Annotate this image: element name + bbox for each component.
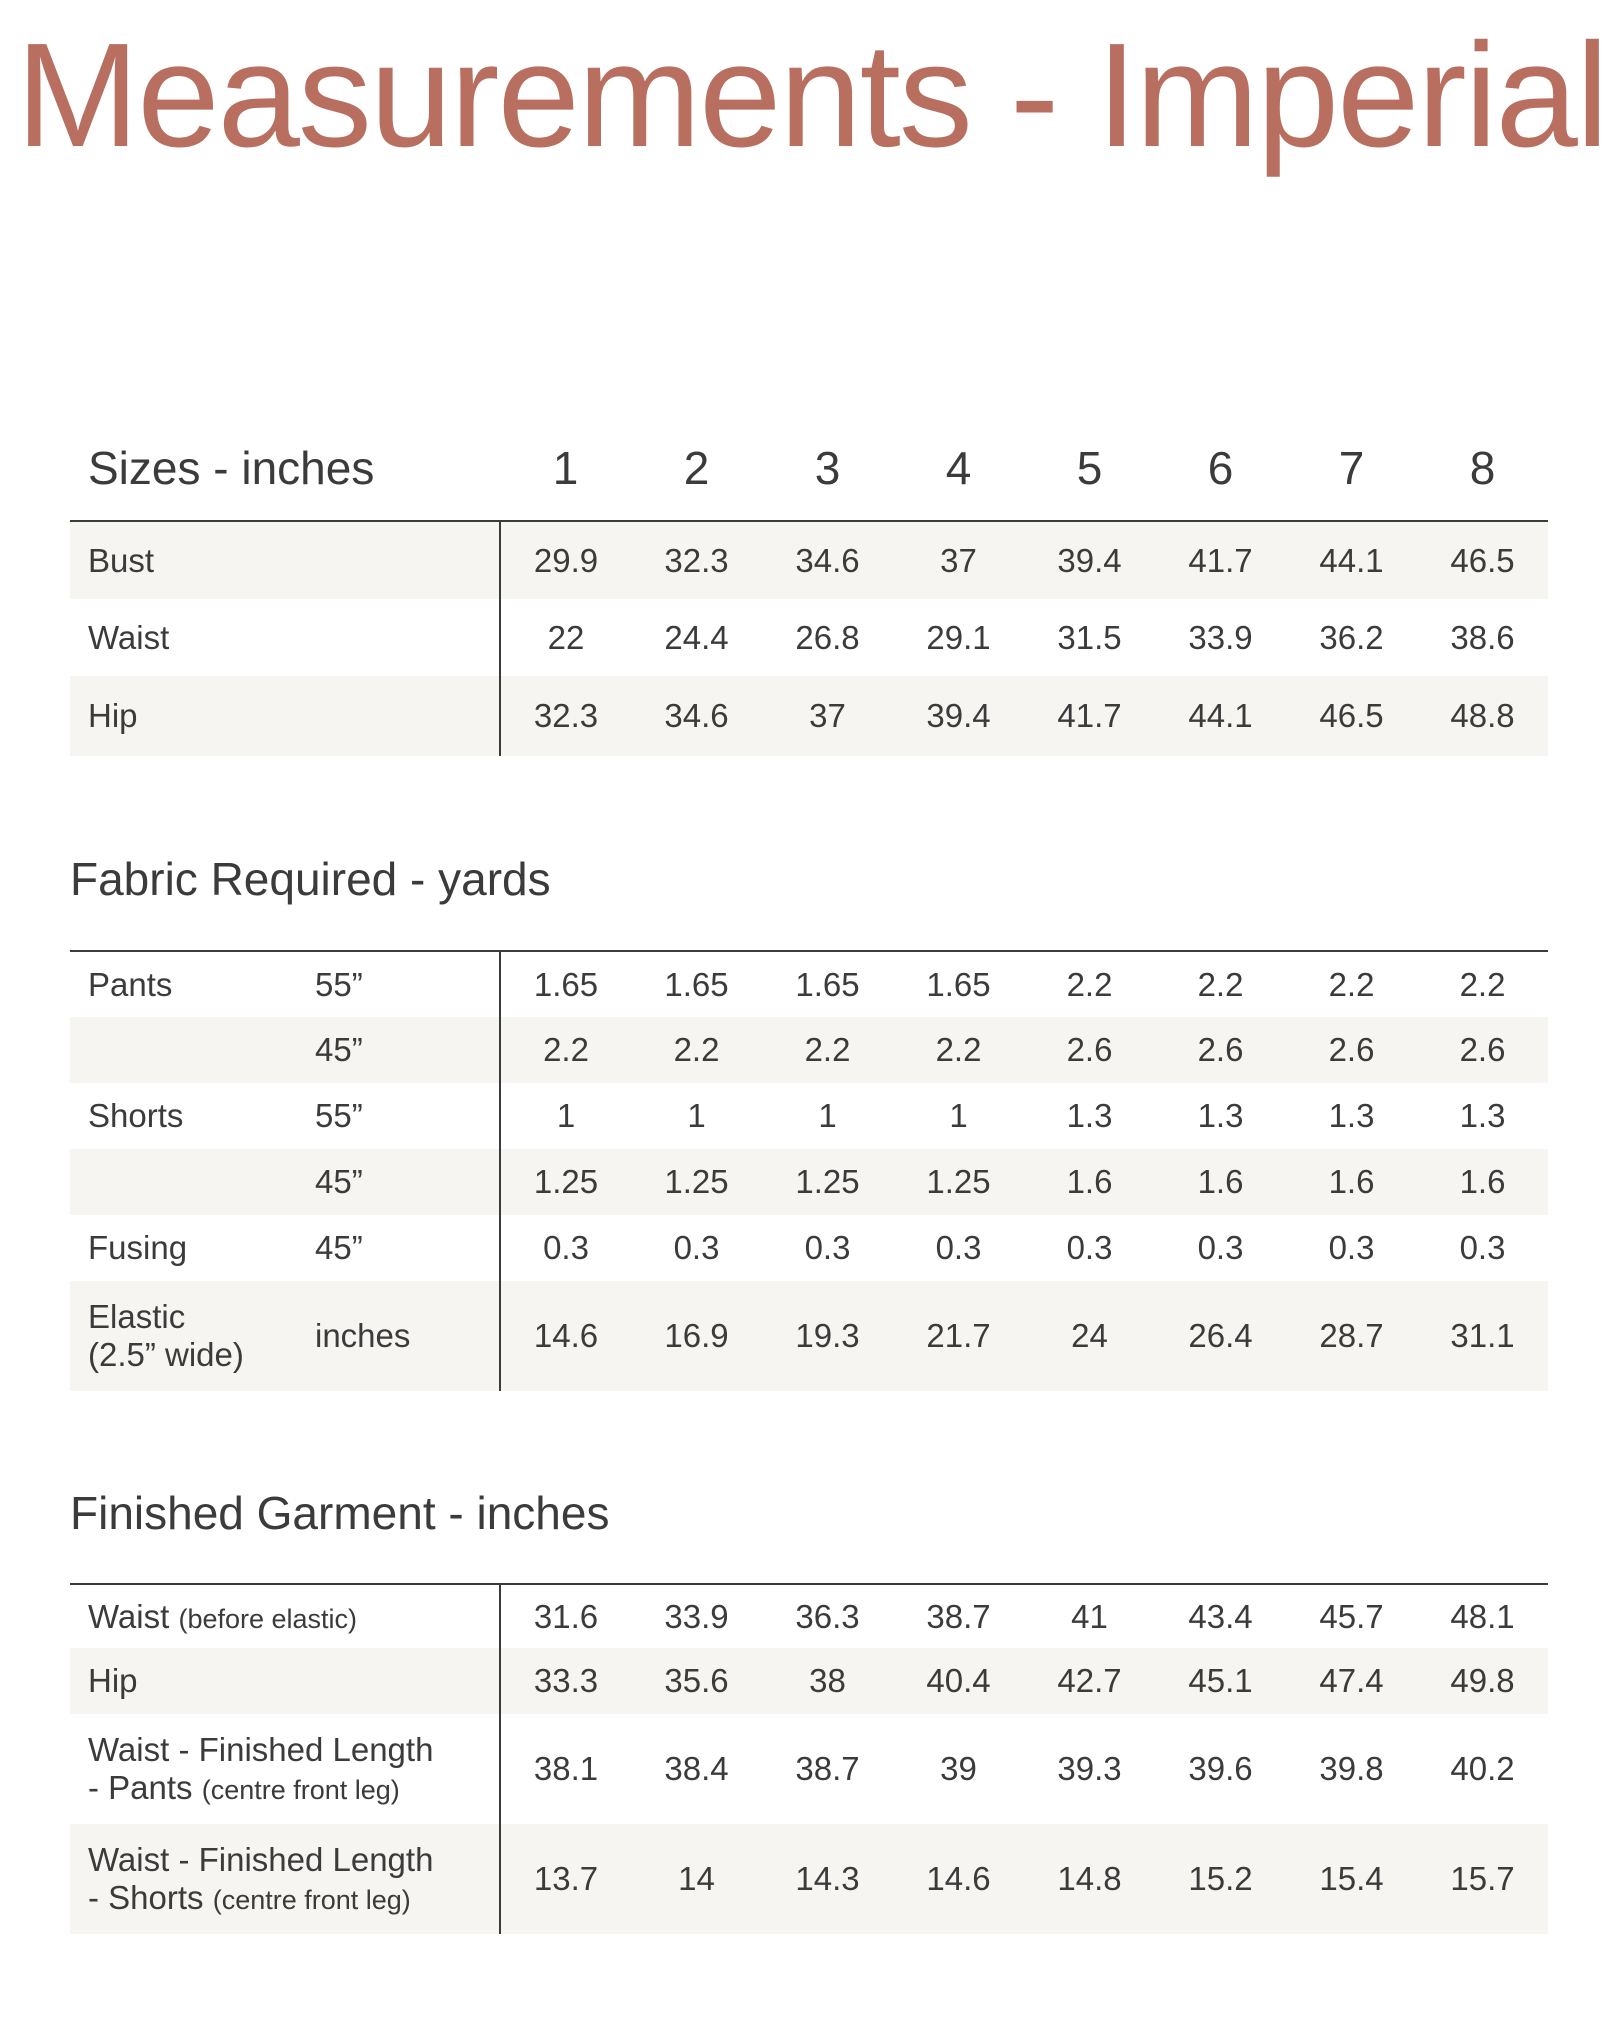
table-row-waist-before-elastic — [70, 1584, 1548, 1648]
table-cell: 33.9 — [1188, 618, 1253, 656]
table-cell: 22 — [547, 618, 585, 656]
table-row-waist — [70, 599, 1548, 676]
table-cell: 33.3 — [500, 1648, 631, 1714]
table-cell: 46.5 — [1286, 676, 1417, 756]
fabric-width: 45” — [315, 1215, 500, 1281]
table-cell: 15.7 — [1417, 1824, 1548, 1934]
size-8-header: 8 — [1469, 442, 1496, 494]
table-cell: 1.6 — [1286, 1149, 1417, 1215]
garment-section-heading: Finished Garment - inches — [70, 1487, 610, 1539]
table-cell: 1 — [556, 1097, 576, 1134]
table-cell: 48.1 — [1417, 1584, 1548, 1648]
table-cell: 41.7 — [1024, 676, 1155, 756]
table-cell: 1.3 — [1328, 1097, 1375, 1134]
table-cell: 32.3 — [631, 521, 762, 599]
table-cell: 1.3 — [1066, 1097, 1113, 1134]
size-4-header: 4 — [945, 442, 972, 494]
table-cell: 0.3 — [543, 1229, 589, 1266]
table-cell: 14.8 — [1024, 1824, 1155, 1934]
table-cell: 28.7 — [1286, 1281, 1417, 1391]
table-cell: 0.3 — [1459, 1229, 1506, 1266]
garment-table — [70, 1583, 1548, 1934]
row-label-line2: - Shorts — [88, 1879, 204, 1916]
table-row-elastic — [70, 1281, 1548, 1391]
table-cell: 2.6 — [1024, 1017, 1155, 1083]
size-5-header: 5 — [1076, 442, 1103, 494]
table-cell: 41.7 — [1155, 521, 1286, 599]
table-cell: 1.3 — [1197, 1097, 1244, 1134]
table-cell: 34.6 — [762, 521, 893, 599]
table-cell: 1.65 — [500, 951, 631, 1017]
table-cell: 1 — [818, 1097, 837, 1134]
size-3-header: 3 — [814, 442, 841, 494]
table-cell: 36.3 — [762, 1584, 893, 1648]
table-cell: 21.7 — [893, 1281, 1024, 1391]
table-cell: 2.2 — [1286, 951, 1417, 1017]
table-row-fusing — [70, 1215, 1548, 1281]
row-label-main: Waist — [88, 1597, 170, 1635]
table-cell: 38.1 — [533, 1750, 599, 1787]
table-cell: 31.1 — [1417, 1281, 1548, 1391]
row-label-line1: Elastic — [88, 1298, 186, 1335]
table-row-pants-45 — [70, 1017, 1548, 1083]
sizes-header-label: Sizes - inches — [88, 442, 375, 494]
row-label-note: (centre front leg) — [212, 1885, 411, 1915]
table-cell: 33.9 — [631, 1584, 762, 1648]
table-cell: 38.6 — [1450, 618, 1515, 656]
table-cell: 44.1 — [1286, 521, 1417, 599]
row-label-note: (before elastic) — [178, 1603, 358, 1634]
page-title: Measurements - Imperial — [16, 13, 1607, 178]
table-cell: 42.7 — [1024, 1648, 1155, 1714]
table-row-hip — [70, 1648, 1548, 1714]
table-cell: 1.25 — [631, 1149, 762, 1215]
table-cell: 38.7 — [893, 1584, 1024, 1648]
table-cell: 0.3 — [673, 1229, 720, 1266]
table-cell: 24 — [1024, 1281, 1155, 1391]
sizes-header-row — [70, 416, 1548, 521]
row-label: Waist — [70, 599, 500, 676]
table-row-length-pants — [70, 1714, 1548, 1824]
row-label — [70, 1824, 500, 1934]
row-label-line1: Waist - Finished Length — [88, 1841, 434, 1878]
row-label-line2: (2.5” wide) — [88, 1336, 244, 1373]
table-cell: 36.2 — [1319, 618, 1384, 656]
table-cell: 1.3 — [1459, 1097, 1506, 1134]
fabric-width: 55” — [315, 1083, 500, 1149]
row-label: Fusing — [88, 1229, 188, 1266]
row-label: Hip — [70, 1648, 500, 1714]
table-cell: 0.3 — [1197, 1229, 1244, 1266]
table-row-shorts-55 — [70, 1083, 1548, 1149]
fabric-width: 45” — [315, 1017, 500, 1083]
table-cell: 14.6 — [500, 1281, 631, 1391]
table-cell: 2.2 — [631, 1017, 762, 1083]
row-label — [70, 1149, 315, 1215]
row-label-line2: - Pants — [88, 1769, 193, 1806]
row-label-note: (centre front leg) — [201, 1775, 400, 1805]
table-cell: 2.2 — [762, 1017, 893, 1083]
table-cell: 38.7 — [795, 1750, 860, 1787]
table-cell: 15.4 — [1286, 1824, 1417, 1934]
table-cell: 38 — [762, 1648, 893, 1714]
table-cell: 37 — [762, 676, 893, 756]
fabric-width: inches — [315, 1281, 500, 1391]
row-label — [70, 1017, 315, 1083]
table-cell: 1.6 — [1417, 1149, 1548, 1215]
table-cell: 1.25 — [762, 1149, 893, 1215]
table-cell: 46.5 — [1417, 521, 1548, 599]
fabric-width: 55” — [315, 951, 500, 1017]
table-cell: 47.4 — [1286, 1648, 1417, 1714]
table-cell: 29.1 — [926, 618, 991, 656]
size-2-header: 2 — [683, 442, 710, 494]
table-cell: 26.8 — [795, 618, 860, 656]
table-cell: 1 — [687, 1097, 706, 1134]
table-cell: 39.4 — [1024, 521, 1155, 599]
table-cell: 14.3 — [762, 1824, 893, 1934]
table-cell: 1.25 — [500, 1149, 631, 1215]
table-cell: 15.2 — [1155, 1824, 1286, 1934]
sizes-table — [70, 416, 1548, 756]
table-cell: 1 — [949, 1097, 968, 1134]
table-cell: 0.3 — [1066, 1229, 1113, 1266]
table-cell: 40.4 — [893, 1648, 1024, 1714]
table-cell: 2.2 — [1024, 951, 1155, 1017]
table-cell: 2.6 — [1286, 1017, 1417, 1083]
table-cell: 31.5 — [1057, 618, 1122, 656]
fabric-width: 45” — [315, 1149, 500, 1215]
size-7-header: 7 — [1338, 442, 1365, 494]
row-label — [70, 1584, 500, 1648]
table-cell: 40.2 — [1450, 1750, 1515, 1787]
table-cell: 43.4 — [1155, 1584, 1286, 1648]
table-cell: 1.6 — [1155, 1149, 1286, 1215]
table-cell: 34.6 — [631, 676, 762, 756]
table-cell: 39.4 — [893, 676, 1024, 756]
table-cell: 1.65 — [893, 951, 1024, 1017]
table-cell: 2.2 — [893, 1017, 1024, 1083]
table-cell: 39.3 — [1057, 1750, 1122, 1787]
table-cell: 44.1 — [1155, 676, 1286, 756]
fabric-section-heading: Fabric Required - yards — [70, 853, 551, 905]
table-row-hip — [70, 676, 1548, 756]
table-cell: 2.2 — [500, 1017, 631, 1083]
table-cell: 49.8 — [1417, 1648, 1548, 1714]
row-label-line1: Waist - Finished Length — [88, 1731, 434, 1768]
size-1-header: 1 — [552, 442, 579, 494]
table-cell: 0.3 — [804, 1229, 851, 1266]
row-label: Bust — [70, 521, 500, 599]
table-cell: 38.4 — [664, 1750, 729, 1787]
size-6-header: 6 — [1207, 442, 1234, 494]
table-row-length-shorts — [70, 1824, 1548, 1934]
table-cell: 1.6 — [1024, 1149, 1155, 1215]
table-cell: 45.7 — [1286, 1584, 1417, 1648]
row-label — [70, 1714, 500, 1824]
table-cell: 39.8 — [1319, 1750, 1384, 1787]
table-cell: 29.9 — [500, 521, 631, 599]
table-cell: 1.65 — [762, 951, 893, 1017]
table-cell: 37 — [893, 521, 1024, 599]
table-cell: 32.3 — [500, 676, 631, 756]
table-cell: 2.6 — [1155, 1017, 1286, 1083]
fabric-table — [70, 950, 1548, 1391]
table-cell: 45.1 — [1155, 1648, 1286, 1714]
table-cell: 16.9 — [631, 1281, 762, 1391]
row-label: Pants — [70, 951, 315, 1017]
table-cell: 26.4 — [1155, 1281, 1286, 1391]
row-label: Hip — [70, 676, 500, 756]
table-cell: 24.4 — [664, 618, 729, 656]
table-row-shorts-45 — [70, 1149, 1548, 1215]
table-cell: 39 — [940, 1750, 977, 1787]
table-cell: 31.6 — [500, 1584, 631, 1648]
table-cell: 41 — [1024, 1584, 1155, 1648]
table-cell: 39.6 — [1188, 1750, 1253, 1787]
table-cell: 19.3 — [762, 1281, 893, 1391]
table-row-bust — [70, 521, 1548, 599]
table-cell: 0.3 — [935, 1229, 982, 1266]
table-cell: 14 — [631, 1824, 762, 1934]
table-cell: 2.6 — [1417, 1017, 1548, 1083]
table-cell: 0.3 — [1328, 1229, 1375, 1266]
row-label — [70, 1281, 315, 1391]
table-cell: 48.8 — [1417, 676, 1548, 756]
table-cell: 1.65 — [631, 951, 762, 1017]
row-label: Shorts — [88, 1097, 184, 1134]
table-cell: 1.25 — [893, 1149, 1024, 1215]
table-row-pants-55 — [70, 951, 1548, 1017]
table-cell: 13.7 — [500, 1824, 631, 1934]
table-cell: 2.2 — [1417, 951, 1548, 1017]
table-cell: 14.6 — [893, 1824, 1024, 1934]
table-cell: 35.6 — [631, 1648, 762, 1714]
table-cell: 2.2 — [1155, 951, 1286, 1017]
